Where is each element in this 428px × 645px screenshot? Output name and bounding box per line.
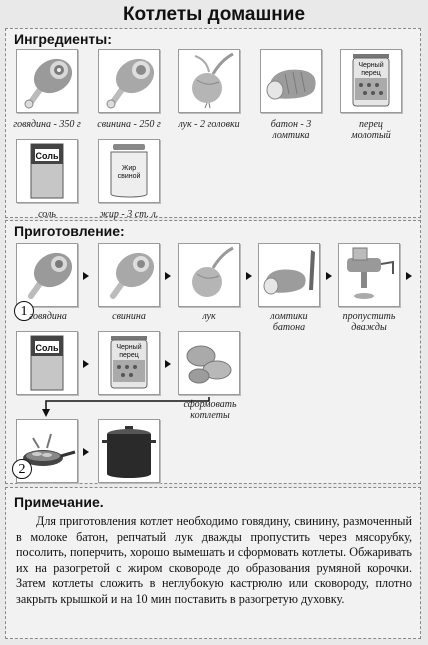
- step-onion-card: [178, 243, 240, 307]
- step-label: ломтики батона: [270, 311, 308, 333]
- svg-text:Черный: Черный: [358, 62, 384, 69]
- svg-text:перец: перец: [361, 70, 381, 77]
- flow-arrow: [326, 272, 332, 280]
- ingredient-label: батон - 3 ломтика: [270, 119, 312, 141]
- meat-grinder-icon: [339, 244, 399, 306]
- note-panel: [5, 487, 421, 639]
- ingredient-pork-card: [98, 49, 160, 113]
- step-bread-card: [258, 243, 320, 307]
- ingredient-bread-card: [260, 49, 322, 113]
- svg-text:Жир: Жир: [121, 165, 137, 172]
- flow-arrow: [83, 272, 89, 280]
- onion-icon: [179, 244, 239, 306]
- pot-icon: [99, 420, 159, 482]
- note-text: Для приготовления котлет необходимо говядину, свинину, размоченный в молоке батон, репчатый лук дважды пропустить через мясорубку, посолить, поперчить, хорошо вымешать и сформовать котлеты. Обжаривать их на разогретой с жиром сковороде до образования румяной корочки. Затем котлеты сложить в неглубокую кастрюлю или сковороду, плотно закрыть крышкой и на 10 мин поставить в разогретую духовку.: [16, 514, 412, 606]
- flow-arrow: [246, 272, 252, 280]
- meat-leg-icon: [17, 50, 77, 112]
- preparation-heading: Приготовление:: [14, 223, 125, 239]
- pepper-jar-icon: [99, 332, 159, 394]
- flow-arrow: [165, 272, 171, 280]
- ingredient-label: свинина - 250 г: [97, 119, 161, 130]
- step-cutlets-card: [178, 331, 240, 395]
- ingredient-beef-card: [16, 49, 78, 113]
- ingredients-panel: [5, 28, 421, 218]
- svg-text:Соль: Соль: [35, 151, 59, 161]
- step-salt-card: [16, 331, 78, 395]
- note-heading: Примечание.: [14, 494, 104, 510]
- ingredient-label: соль: [38, 209, 56, 220]
- ingredient-fat-card: [98, 139, 160, 203]
- svg-text:свиной: свиной: [117, 173, 141, 180]
- step-marker: 1: [14, 301, 34, 321]
- salt-box-icon: [17, 140, 77, 202]
- step-label: сформовать котлеты: [183, 399, 237, 421]
- onion-icon: [179, 50, 239, 112]
- preparation-panel: [5, 220, 421, 484]
- salt-box-icon: [17, 332, 77, 394]
- meat-leg-icon: [17, 244, 77, 306]
- ingredient-label: перец молотый: [351, 119, 391, 141]
- pepper-jar-icon: [341, 50, 401, 112]
- ingredient-pepper-card: [340, 49, 402, 113]
- page-title: Котлеты домашние: [122, 4, 306, 25]
- flow-arrow: [83, 448, 89, 456]
- ingredient-label: лук - 2 головки: [178, 119, 240, 130]
- meat-leg-icon: [99, 50, 159, 112]
- step-label: говядина: [29, 311, 67, 322]
- svg-text:Соль: Соль: [35, 343, 59, 353]
- step-pepper-card: [98, 331, 160, 395]
- step-pork-card: [98, 243, 160, 307]
- bread-loaf-icon: [261, 50, 321, 112]
- step-label: свинина: [112, 311, 146, 322]
- ingredient-label: говядина - 350 г: [13, 119, 81, 130]
- ingredient-salt-card: [16, 139, 78, 203]
- step-pot-card: [98, 419, 160, 483]
- step-grinder-card: [338, 243, 400, 307]
- cutlets-icon: [179, 332, 239, 394]
- ingredient-onion-card: [178, 49, 240, 113]
- flow-arrow: [165, 360, 171, 368]
- recipe-page: [5, 3, 423, 639]
- step-label: лук: [202, 311, 216, 322]
- flow-arrow: [83, 360, 89, 368]
- bread-knife-icon: [259, 244, 319, 306]
- flow-arrow: [406, 272, 412, 280]
- step-marker: 2: [12, 459, 32, 479]
- meat-leg-icon: [99, 244, 159, 306]
- ingredients-heading: Ингредиенты:: [14, 31, 112, 47]
- step-beef-card: [16, 243, 78, 307]
- step-label: пропустить дважды: [342, 311, 396, 333]
- ingredient-label: жир - 3 ст. л.: [99, 209, 159, 220]
- svg-text:перец: перец: [119, 352, 139, 359]
- svg-text:Черный: Черный: [116, 344, 142, 351]
- fat-jar-icon: [99, 140, 159, 202]
